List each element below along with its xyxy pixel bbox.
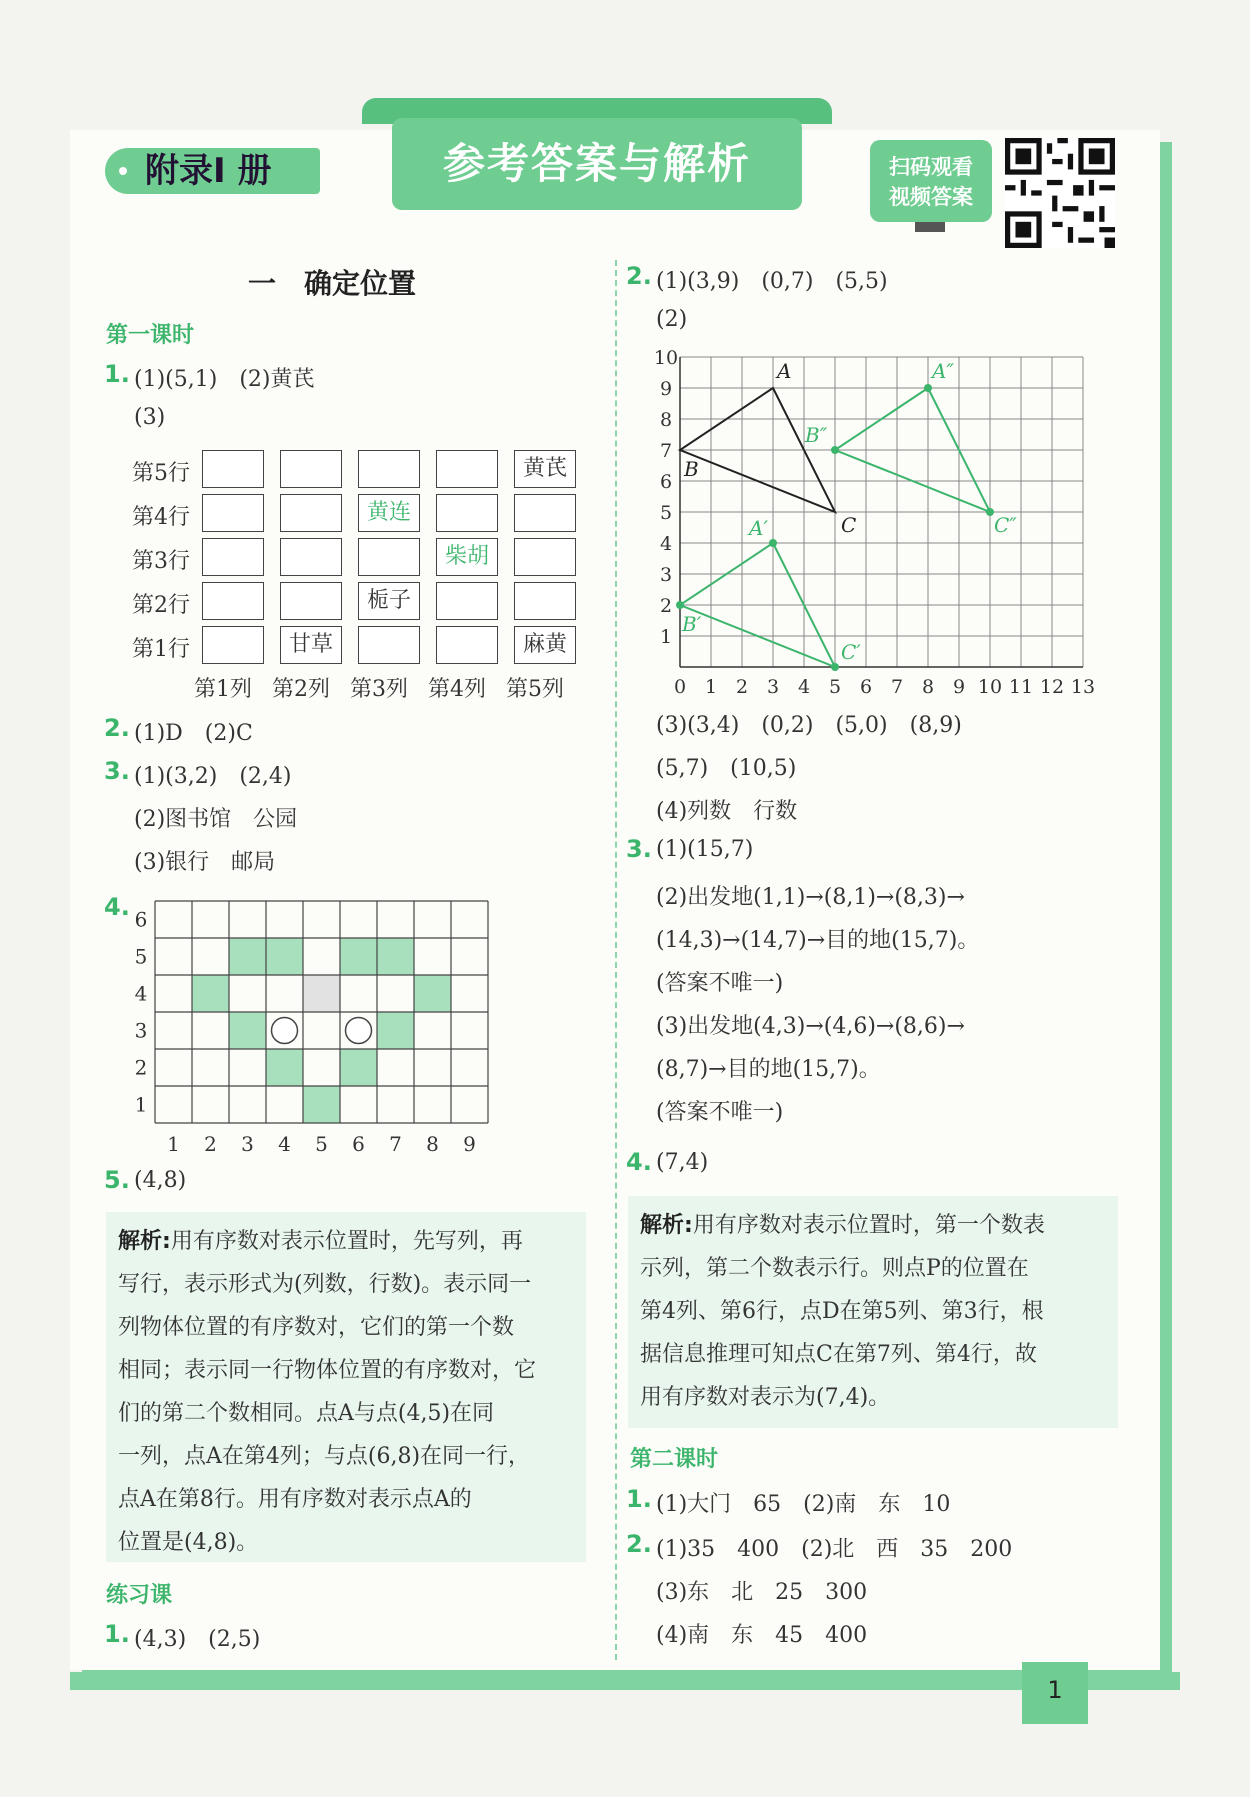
grid-col-label: 第1列: [194, 677, 252, 702]
vertex-label: B′: [682, 612, 702, 636]
y-tick-label: 2: [134, 1055, 148, 1080]
y-tick-label: 5: [134, 944, 148, 969]
vertex-label: A: [777, 359, 792, 383]
x-tick-label: 3: [766, 676, 780, 695]
grid-cell: [358, 538, 420, 576]
l2-q1-number: 1.: [626, 1485, 652, 1513]
grid-cell: [202, 450, 264, 488]
circle-mark: [272, 1018, 298, 1044]
x-tick-label: 5: [828, 676, 842, 695]
analysis-line: 点A在第8行。用有序数对表示点A的: [118, 1487, 472, 1512]
analysis-line: [118, 1220, 574, 1263]
grid-row-label: 第1行: [132, 637, 190, 662]
vertex-label: C′: [841, 640, 861, 664]
q4-number: 4.: [104, 893, 130, 921]
q1-part3: (3): [134, 405, 166, 430]
r-q3-answer-3: (14,3)→(14,7)→目的地(15,7)。: [656, 928, 980, 953]
lesson-2-heading: 第二课时: [630, 1447, 719, 1472]
x-tick-label: 7: [890, 676, 904, 695]
q3-number: 3.: [104, 757, 130, 785]
grid-cell: [436, 494, 498, 532]
analysis-box-right: [628, 1196, 1118, 1428]
grid-cell: [280, 494, 342, 532]
x-tick-label: 9: [952, 676, 966, 695]
page-title-banner: 参考答案与解析: [392, 118, 802, 210]
y-tick-label: 3: [134, 1018, 148, 1043]
vertex-label: C: [841, 513, 857, 537]
analysis-line: 第4列、第6行，点D在第5列、第3行，根: [640, 1299, 1044, 1324]
q3-answer-1: (1)(3,2) (2,4): [134, 764, 292, 789]
l2-q2-answer-3: (4)南 东 45 400: [656, 1623, 868, 1648]
y-tick-label: 8: [659, 409, 673, 431]
l2-q2-number: 2.: [626, 1530, 652, 1558]
appendix-tag-text: 附录I 册: [145, 151, 272, 191]
q4-pattern-grid: [125, 893, 495, 1153]
grid-cell: [280, 582, 342, 620]
x-tick-label: 1: [167, 1132, 180, 1153]
x-tick-label: 12: [1039, 676, 1065, 695]
analysis-line: 相同；表示同一行物体位置的有序数对，它: [118, 1358, 537, 1383]
vertex-label: A′: [749, 516, 768, 540]
grid-row-label: 第4行: [132, 505, 190, 530]
y-tick-label: 1: [659, 626, 673, 648]
l2-q2-answer-2: (3)东 北 25 300: [656, 1580, 868, 1605]
grid-cell: [202, 626, 264, 664]
analysis-box-left: [106, 1212, 586, 1562]
analysis-label: 解析:: [118, 1229, 171, 1254]
grid-cell: [202, 494, 264, 532]
grid-cell: [436, 582, 498, 620]
grid-cell: [202, 538, 264, 576]
q1-answer: (1)(5,1) (2)黄芪: [134, 367, 315, 392]
x-tick-label: 2: [735, 676, 749, 695]
p1-answer: (4,3) (2,5): [134, 1627, 261, 1652]
green-cell: [303, 1086, 340, 1123]
r-q4-answer: (7,4): [656, 1150, 709, 1175]
section-title: 一 确定位置: [248, 267, 417, 300]
qr-code-icon[interactable]: [1005, 138, 1115, 248]
x-tick-label: 8: [426, 1132, 439, 1153]
r-q2-answer-1: (1)(3,9) (0,7) (5,5): [656, 269, 888, 294]
green-cell: [266, 938, 303, 975]
grid-row-label: 第5行: [132, 461, 190, 486]
x-tick-label: 4: [797, 676, 811, 695]
vertex-dot: [831, 663, 839, 671]
appendix-tag: [105, 148, 320, 194]
scan-line1: 扫码观看: [889, 155, 973, 179]
y-tick-label: 10: [653, 347, 679, 369]
y-tick-label: 5: [659, 502, 673, 524]
x-tick-label: 6: [352, 1132, 365, 1153]
analysis-line-text: 用有序数对表示位置时，第一个数表: [692, 1213, 1045, 1238]
green-cell: [229, 938, 266, 975]
y-tick-label: 2: [659, 595, 673, 617]
x-tick-label: 6: [859, 676, 873, 695]
analysis-line: 用有序数对表示为(7,4)。: [640, 1385, 891, 1410]
r-q2-answer-3: (3)(3,4) (0,2) (5,0) (8,9): [656, 713, 962, 738]
grid-cell: [280, 450, 342, 488]
grid-cell: 柴胡: [436, 538, 498, 576]
q1-number: 1.: [104, 360, 130, 388]
p1-number: 1.: [104, 1620, 130, 1648]
y-tick-label: 4: [659, 533, 673, 555]
grid-col-label: 第2列: [272, 677, 330, 702]
lesson-1-heading: 第一课时: [106, 323, 195, 348]
green-cell: [192, 975, 229, 1012]
vertex-dot: [676, 601, 684, 609]
q2-answer: (1)D (2)C: [134, 721, 253, 746]
x-tick-label: 3: [241, 1132, 254, 1153]
q3-answer-3: (3)银行 邮局: [134, 850, 276, 875]
grid-row-label: 第2行: [132, 593, 190, 618]
green-cell: [377, 1012, 414, 1049]
q5-answer: (4,8): [134, 1168, 187, 1193]
r-q3-answer-5: (8,7)→目的地(15,7)。: [656, 1057, 881, 1082]
grid-cell: [202, 582, 264, 620]
analysis-line: [640, 1204, 1106, 1247]
grid-row-label: 第3行: [132, 549, 190, 574]
green-cell: [340, 938, 377, 975]
analysis-label: 解析:: [640, 1213, 693, 1238]
grid-col-label: 第3列: [350, 677, 408, 702]
analysis-line: 据信息推理可知点C在第7列、第4行，故: [640, 1342, 1037, 1367]
tag-dot: [119, 167, 127, 175]
l2-q1-answer: (1)大门 65 (2)南 东 10: [656, 1492, 951, 1517]
r-q2-number: 2.: [626, 262, 652, 290]
circle-mark: [346, 1018, 372, 1044]
r-q4-number: 4.: [626, 1148, 652, 1176]
r-q3-note-1: (答案不唯一): [656, 971, 784, 996]
vertex-label: A″: [932, 359, 954, 383]
page-number: 1: [1022, 1662, 1088, 1724]
grid-cell: [514, 494, 576, 532]
grid-cell: [514, 582, 576, 620]
analysis-line: 们的第二个数相同。点A与点(4,5)在同: [118, 1401, 495, 1426]
green-cell: [414, 975, 451, 1012]
grid-cell: 麻黄: [514, 626, 576, 664]
r-q3-number: 3.: [626, 835, 652, 863]
badge-stand: [915, 222, 945, 232]
grid-col-label: 第5列: [506, 677, 564, 702]
analysis-line: 列物体位置的有序数对，它们的第一个数: [118, 1315, 515, 1340]
y-tick-label: 6: [659, 471, 673, 493]
footer-bar: [70, 1672, 1180, 1690]
scan-line2: 视频答案: [889, 185, 973, 209]
grid-cell: [514, 538, 576, 576]
column-divider: [615, 260, 617, 1660]
green-cell: [377, 938, 414, 975]
x-tick-label: 8: [921, 676, 935, 695]
x-tick-label: 1: [704, 676, 718, 695]
grid-cell: [436, 450, 498, 488]
grid-cell: 黄芪: [514, 450, 576, 488]
r-q2-part2: (2): [656, 307, 688, 332]
grid-cell: [358, 450, 420, 488]
r-q3-answer-4: (3)出发地(4,3)→(4,6)→(8,6)→: [656, 1014, 965, 1039]
scan-video-badge[interactable]: [870, 140, 992, 222]
grid-cell: [358, 626, 420, 664]
y-tick-label: 3: [659, 564, 673, 586]
analysis-line: 示列，第二个数表示行。则点P的位置在: [640, 1256, 1029, 1281]
x-tick-label: 10: [977, 676, 1003, 695]
q5-number: 5.: [104, 1166, 130, 1194]
x-tick-label: 9: [463, 1132, 476, 1153]
vertex-label: B″: [805, 423, 828, 447]
vertex-dot: [831, 446, 839, 454]
x-tick-label: 2: [204, 1132, 217, 1153]
green-cell: [340, 1049, 377, 1086]
vertex-dot: [924, 384, 932, 392]
r-q3-note-2: (答案不唯一): [656, 1100, 784, 1125]
herb-grid: [132, 450, 592, 700]
x-tick-label: 11: [1008, 676, 1034, 695]
gray-cell: [303, 975, 340, 1012]
practice-heading: 练习课: [106, 1583, 173, 1608]
green-cell: [229, 1012, 266, 1049]
vertex-label: C″: [994, 513, 1017, 537]
r-q2-answer-4: (5,7) (10,5): [656, 756, 797, 781]
y-tick-label: 7: [659, 440, 673, 462]
grid-cell: [436, 626, 498, 664]
x-tick-label: 13: [1070, 676, 1096, 695]
green-cell: [266, 1049, 303, 1086]
analysis-line-text: 用有序数对表示位置时，先写列，再: [170, 1229, 523, 1254]
y-tick-label: 4: [134, 981, 148, 1006]
x-tick-label: 4: [278, 1132, 291, 1153]
r-q3-answer-1: (1)(15,7): [656, 837, 754, 862]
grid-cell: [280, 538, 342, 576]
analysis-line: 写行，表示形式为(列数，行数)。表示同一: [118, 1272, 532, 1297]
r-q2-answer-5: (4)列数 行数: [656, 799, 798, 824]
analysis-line: 一列，点A在第4列；与点(6,8)在同一行，: [118, 1444, 531, 1469]
x-tick-label: 0: [673, 676, 687, 695]
grid-cell: 甘草: [280, 626, 342, 664]
x-tick-label: 7: [389, 1132, 402, 1153]
vertex-dot: [986, 508, 994, 516]
analysis-line: 位置是(4,8)。: [118, 1530, 259, 1555]
q3-answer-2: (2)图书馆 公园: [134, 807, 298, 832]
y-tick-label: 9: [659, 378, 673, 400]
grid-col-label: 第4列: [428, 677, 486, 702]
y-tick-label: 1: [134, 1092, 148, 1117]
l2-q2-answer-1: (1)35 400 (2)北 西 35 200: [656, 1537, 1013, 1562]
x-tick-label: 5: [315, 1132, 328, 1153]
grid-cell: 栀子: [358, 582, 420, 620]
r-q3-answer-2: (2)出发地(1,1)→(8,1)→(8,3)→: [656, 885, 965, 910]
vertex-dot: [769, 539, 777, 547]
triangle-chart: [640, 345, 1110, 695]
vertex-label: B: [684, 457, 699, 481]
grid-cell: 黄连: [358, 494, 420, 532]
y-tick-label: 6: [134, 907, 148, 932]
q2-number: 2.: [104, 714, 130, 742]
